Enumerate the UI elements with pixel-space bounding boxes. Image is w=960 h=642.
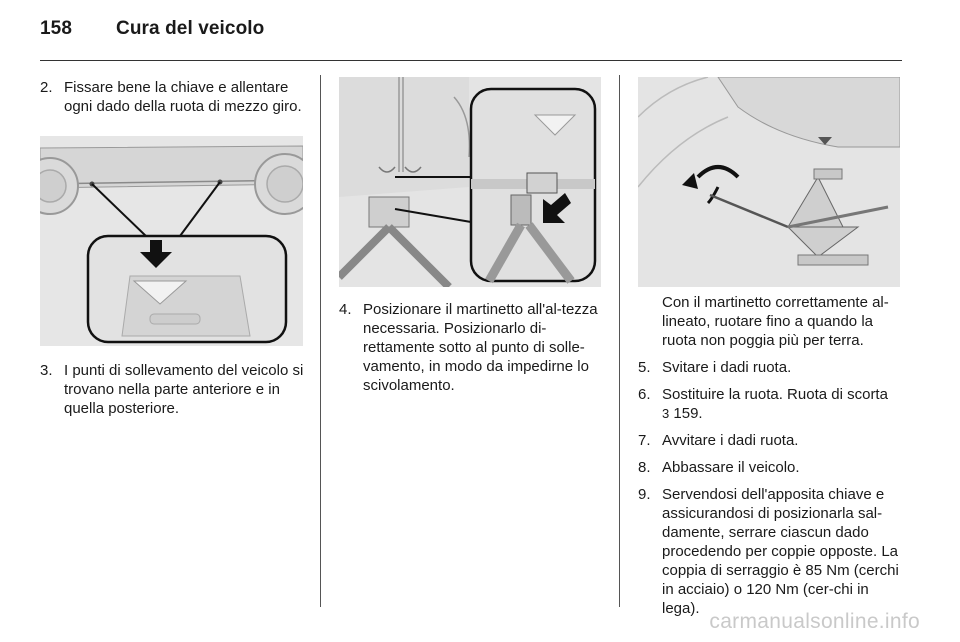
step-6 (638, 385, 903, 423)
step-number: 4. (339, 301, 352, 318)
page-reference-icon: 3 (662, 406, 670, 421)
step-number: 3. (40, 362, 53, 379)
illustration-lift-points (40, 136, 303, 346)
step-8 (638, 458, 903, 477)
step-text: Svitare i dadi ruota. (662, 359, 792, 376)
step-number: 2. (40, 79, 53, 96)
header-rule (40, 60, 902, 61)
step-number: 5. (638, 359, 651, 376)
illustration-jack-position (339, 77, 601, 287)
column-2 (339, 300, 604, 403)
step-5 (638, 358, 903, 377)
step-number: 8. (638, 459, 651, 476)
step-3 (40, 361, 305, 418)
step-text: Servendosi dell'apposita chiave e assicurandosi di posizionarla sal-damente, serrare ciascun dado procedendo per coppie opposte. La coppia di serraggio è 85 Nm (cerchi in acciaio) o 120 Nm (cer-chi in lega). (662, 486, 899, 617)
column-divider-2 (619, 75, 620, 607)
column-divider-1 (320, 75, 321, 607)
intro-paragraph: Con il martinetto correttamente al-lineato, ruotare fino a quando la ruota non poggia più per terra. (662, 294, 889, 349)
watermark: carmanualsonline.info (709, 610, 920, 633)
illustration-jack-crank (638, 77, 900, 287)
column-1 (40, 78, 305, 124)
step-text: Sostituire la ruota. Ruota di scorta (662, 386, 888, 403)
step-4 (339, 300, 604, 395)
page-number: 158 (40, 18, 73, 39)
step-number: 7. (638, 432, 651, 449)
page-header (40, 18, 264, 48)
column-3 (638, 293, 903, 626)
step-number: 9. (638, 486, 651, 503)
step-number: 6. (638, 386, 651, 403)
step-text: Avvitare i dadi ruota. (662, 432, 799, 449)
chapter-title: Cura del veicolo (116, 18, 265, 39)
step-2 (40, 78, 305, 116)
step-text: I punti di sollevamento del veicolo si trovano nella parte anteriore e in quella posteriore. (64, 362, 304, 417)
column-1-lower (40, 361, 305, 426)
step-9 (638, 485, 903, 618)
page-reference[interactable]: 159. (673, 405, 703, 422)
step-7 (638, 431, 903, 450)
step-text: Fissare bene la chiave e allentare ogni dado della ruota di mezzo giro. (64, 79, 302, 115)
step-text: Abbassare il veicolo. (662, 459, 800, 476)
step-text: Posizionare il martinetto all'al-tezza necessaria. Posizionarlo di-rettamente sotto al punto di solle-vamento, in modo da impedirne lo scivolamento. (363, 301, 598, 394)
